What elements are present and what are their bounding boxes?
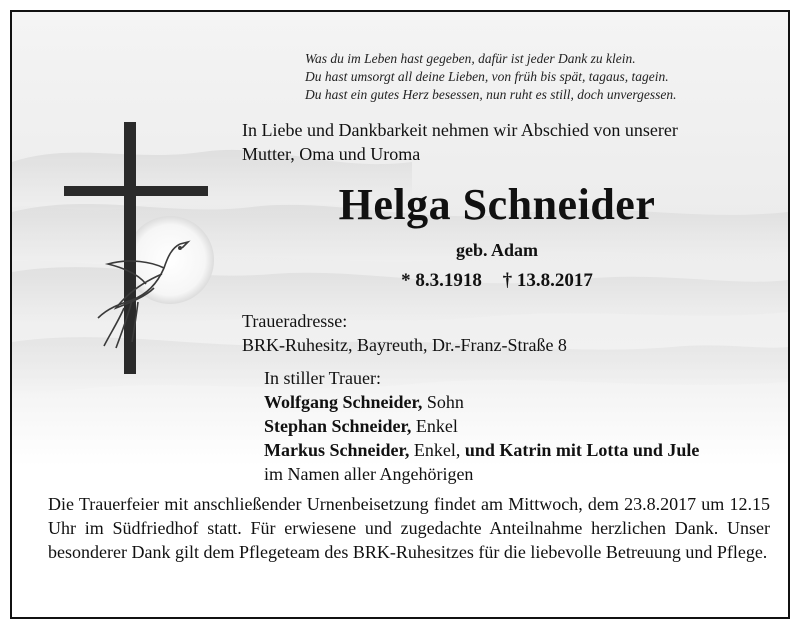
mourner-extra: und Katrin mit Lotta und Jule (464, 440, 700, 460)
mourner-relation: Sohn (422, 392, 464, 412)
closing-text: Die Trauerfeier mit anschließender Urnenbeisetzung findet am Mittwoch, dem 23.8.2017 um 12.15 Uhr im Südfriedhof statt. Für erwiesene und zugedachte Anteilnahme herzlichen Dank. Unser besonderer Dank gilt dem Pflegeteam des BRK-Ruhesitzes für die liebevolle Betreuung und Pflege. (48, 494, 770, 562)
life-dates (242, 270, 752, 292)
mourner-entry (264, 438, 784, 462)
sun-icon (126, 216, 214, 304)
deceased-name: Helga Schneider (338, 180, 656, 229)
quote-line: Was du im Leben hast gegeben, dafür ist jeder Dank zu klein. (305, 51, 636, 66)
obituary-card (10, 10, 790, 619)
birth-date: * 8.3.1918 (401, 270, 482, 291)
death-date: † 13.8.2017 (502, 270, 593, 291)
mourners-list (264, 366, 784, 486)
mourner-relation: Enkel, (409, 440, 465, 460)
intro-text (242, 118, 782, 166)
intro-line: Mutter, Oma und Uroma (242, 144, 421, 164)
mourners-heading: In stiller Trauer: (264, 368, 381, 388)
mourner-name: Markus Schneider, (264, 440, 410, 460)
mourners-footer: im Namen aller Angehörigen (264, 464, 474, 484)
mourner-relation: Enkel (411, 416, 458, 436)
mourner-entry (264, 414, 784, 438)
mourner-entry (264, 390, 784, 414)
intro-line: In Liebe und Dankbarkeit nehmen wir Abschied von unserer (242, 120, 678, 140)
mourner-name: Wolfgang Schneider, (264, 392, 423, 412)
quote-line: Du hast umsorgt all deine Lieben, von früh bis spät, tagaus, tagein. (305, 69, 669, 84)
quote-line: Du hast ein gutes Herz besessen, nun ruht es still, doch unvergessen. (305, 87, 677, 102)
memorial-quote (305, 50, 775, 104)
mourning-address (242, 309, 782, 357)
mourner-name: Stephan Schneider, (264, 416, 412, 436)
address-value: BRK-Ruhesitz, Bayreuth, Dr.-Franz-Straße 8 (242, 335, 567, 355)
birth-name: geb. Adam (455, 240, 538, 260)
address-label: Traueradresse: (242, 311, 348, 331)
